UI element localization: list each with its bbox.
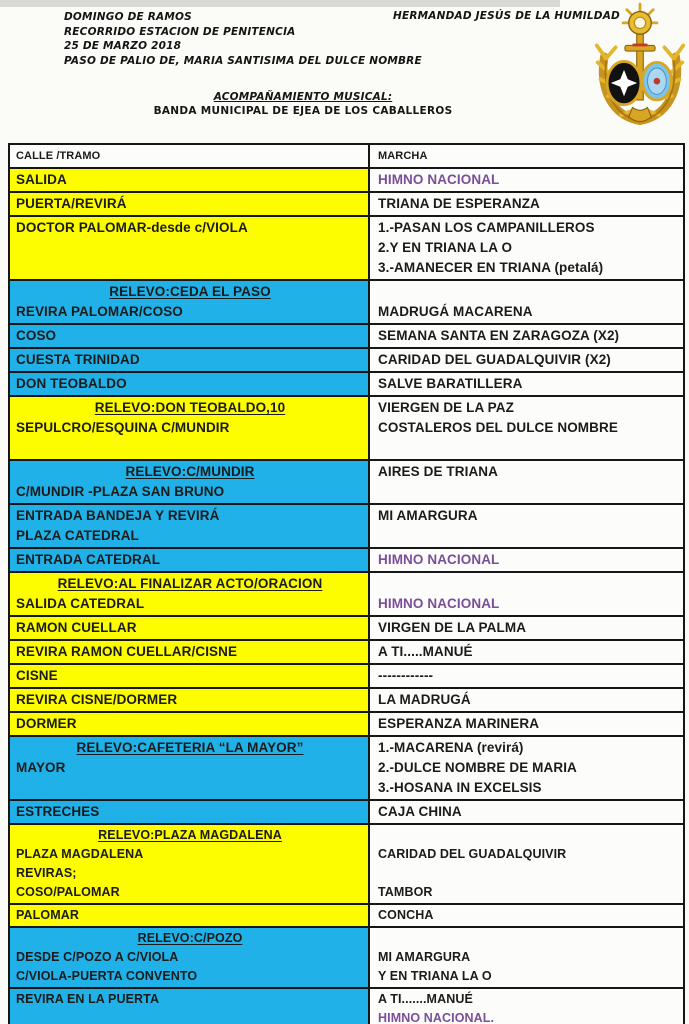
street-cell [10, 217, 370, 279]
street-name: CISNE [16, 668, 58, 683]
route-row [10, 617, 683, 641]
march-cell [370, 217, 683, 279]
street-name: SEPULCRO/ESQUINA C/MUNDIR [16, 420, 230, 435]
march-cell [370, 989, 683, 1024]
street-name: COSO/PALOMAR [16, 885, 120, 899]
street-cell [10, 825, 370, 903]
march-cell [370, 573, 683, 615]
march-name: HIMNO NACIONAL. [378, 1011, 495, 1024]
march-name: 1.-MACARENA (revirá) [378, 740, 524, 755]
march-cell [370, 689, 683, 711]
street-cell [10, 193, 370, 215]
header-info-block [64, 10, 422, 68]
street-cell [10, 737, 370, 799]
street-name [16, 438, 364, 458]
relevo-heading: RELEVO:CEDA EL PASO [109, 284, 271, 299]
street-name: MAYOR [16, 760, 66, 775]
relevo-heading: RELEVO:AL FINALIZAR ACTO/ORACION [57, 576, 323, 591]
route-row [10, 325, 683, 349]
street-name: REVIRA CISNE/DORMER [16, 692, 178, 707]
march-cell [370, 905, 683, 926]
street-name: DESDE C/POZO A C/VIOLA [16, 950, 179, 964]
brotherhood-crest-icon [593, 2, 687, 134]
march-name: 3.-AMANECER EN TRIANA (petalá) [378, 260, 604, 275]
street-name: REVIRA EN LA PUERTA [16, 992, 160, 1006]
march-name: VIERGEN DE LA PAZ [378, 400, 514, 415]
route-row [10, 397, 683, 461]
street-cell [10, 573, 370, 615]
route-row [10, 928, 683, 989]
header-line-date: 25 DE MARZO 2018 [64, 40, 182, 52]
march-cell [370, 397, 683, 459]
column-header-calle-tramo [10, 145, 370, 167]
march-name: SALVE BARATILLERA [378, 376, 523, 391]
march-name: A TI.......MANUÉ [378, 992, 473, 1006]
march-cell [370, 169, 683, 191]
street-name: COSO [16, 328, 57, 343]
street-name [16, 258, 364, 278]
route-row [10, 713, 683, 737]
march-name: HIMNO NACIONAL [378, 596, 500, 611]
relevo-heading: RELEVO:C/POZO [137, 931, 243, 945]
street-cell [10, 801, 370, 823]
march-name [378, 282, 679, 302]
route-row [10, 801, 683, 825]
route-row [10, 641, 683, 665]
street-name: DOCTOR PALOMAR-desde c/VIOLA [16, 220, 248, 235]
march-name: 1.-PASAN LOS CAMPANILLEROS [378, 220, 595, 235]
march-name: CONCHA [378, 908, 434, 922]
march-name: CAJA CHINA [378, 804, 462, 819]
column-header-marcha [370, 145, 683, 167]
street-name: C/VIOLA-PUERTA CONVENTO [16, 969, 198, 983]
street-name [16, 238, 364, 258]
street-name: PLAZA MAGDALENA [16, 847, 144, 861]
column-header-label: CALLE /TRAMO [16, 150, 101, 162]
march-cell [370, 928, 683, 987]
musical-accompaniment [0, 91, 606, 117]
street-cell [10, 397, 370, 459]
march-name: HIMNO NACIONAL [378, 172, 500, 187]
march-name: 2.Y EN TRIANA LA O [378, 240, 513, 255]
march-name [378, 929, 679, 948]
route-row [10, 217, 683, 281]
route-row [10, 825, 683, 905]
route-row [10, 169, 683, 193]
march-name: MI AMARGURA [378, 508, 478, 523]
street-name [16, 778, 364, 798]
street-cell [10, 325, 370, 347]
march-name: TAMBOR [378, 885, 433, 899]
march-name: TRIANA DE ESPERANZA [378, 196, 540, 211]
march-cell [370, 373, 683, 395]
march-cell [370, 193, 683, 215]
march-cell [370, 505, 683, 547]
street-name: ENTRADA BANDEJA Y REVIRÁ [16, 508, 220, 523]
route-row [10, 573, 683, 617]
march-cell [370, 325, 683, 347]
street-name: ESTRECHES [16, 804, 100, 819]
brotherhood-title: HERMANDAD JESÚS DE LA HUMILDAD [393, 10, 620, 22]
route-row [10, 689, 683, 713]
route-row [10, 665, 683, 689]
march-name: ESPERANZA MARINERA [378, 716, 540, 731]
march-cell [370, 549, 683, 571]
march-name: 3.-HOSANA IN EXCELSIS [378, 780, 542, 795]
street-name: PLAZA CATEDRAL [16, 528, 139, 543]
route-row [10, 737, 683, 801]
header-line-paso: PASO DE PALIO DE, MARIA SANTISIMA DEL DULCE NOMBRE [64, 54, 422, 67]
table-body [10, 169, 683, 1024]
document-header [0, 0, 689, 140]
street-cell [10, 281, 370, 323]
march-cell [370, 617, 683, 639]
march-name [378, 438, 679, 458]
street-name: REVIRA RAMON CUELLAR/CISNE [16, 644, 238, 659]
header-line-recorrido: RECORRIDO ESTACION DE PENITENCIA [64, 25, 296, 38]
march-cell [370, 641, 683, 663]
march-name: 2.-DULCE NOMBRE DE MARIA [378, 760, 577, 775]
street-name: SALIDA [16, 172, 67, 187]
column-header-label: MARCHA [378, 150, 428, 162]
route-row [10, 281, 683, 325]
route-row [10, 193, 683, 217]
street-name: DORMER [16, 716, 77, 731]
march-name: CARIDAD DEL GUADALQUIVIR [378, 847, 567, 861]
march-name: VIRGEN DE LA PALMA [378, 620, 527, 635]
street-cell [10, 505, 370, 547]
march-name: ------------ [378, 668, 434, 683]
march-name: MADRUGÁ MACARENA [378, 304, 533, 319]
relevo-heading: RELEVO:C/MUNDIR [125, 464, 255, 479]
route-row [10, 989, 683, 1024]
street-name: RAMON CUELLAR [16, 620, 137, 635]
march-name: COSTALEROS DEL DULCE NOMBRE [378, 420, 618, 435]
march-name: HIMNO NACIONAL [378, 552, 500, 567]
march-name [378, 526, 679, 546]
street-cell [10, 169, 370, 191]
march-name: AIRES DE TRIANA [378, 464, 499, 479]
street-cell [10, 713, 370, 735]
street-cell [10, 617, 370, 639]
street-cell [10, 928, 370, 987]
march-name: MI AMARGURA [378, 950, 471, 964]
march-name: A TI.....MANUÉ [378, 644, 473, 659]
route-row [10, 373, 683, 397]
route-row [10, 905, 683, 928]
march-name [378, 574, 679, 594]
route-row [10, 349, 683, 373]
header-line-day: DOMINGO DE RAMOS [64, 11, 192, 23]
march-cell [370, 825, 683, 903]
street-cell [10, 373, 370, 395]
street-cell [10, 641, 370, 663]
relevo-heading: RELEVO:PLAZA MAGDALENA [98, 828, 282, 842]
march-name [378, 826, 679, 845]
street-cell [10, 549, 370, 571]
street-cell [10, 989, 370, 1024]
table-header-row [10, 145, 683, 169]
street-cell [10, 665, 370, 687]
relevo-heading: RELEVO:CAFETERIA “LA MAYOR” [76, 740, 304, 755]
street-cell [10, 905, 370, 926]
street-cell [10, 349, 370, 371]
march-name: Y EN TRIANA LA O [378, 969, 492, 983]
march-cell [370, 349, 683, 371]
route-row [10, 549, 683, 573]
march-name: LA MADRUGÁ [378, 692, 471, 707]
street-name: ENTRADA CATEDRAL [16, 552, 161, 567]
march-name: CARIDAD DEL GUADALQUIVIR (X2) [378, 352, 611, 367]
street-name: CUESTA TRINIDAD [16, 352, 140, 367]
relevo-heading: RELEVO:DON TEOBALDO,10 [94, 400, 286, 415]
street-name: REVIRAS; [16, 866, 77, 880]
march-cell [370, 737, 683, 799]
street-cell [10, 689, 370, 711]
march-cell [370, 665, 683, 687]
street-name: PUERTA/REVIRÁ [16, 196, 127, 211]
band-name: BANDA MUNICIPAL DE EJEA DE LOS CABALLEROS [153, 105, 453, 117]
march-name [378, 482, 679, 502]
street-cell [10, 461, 370, 503]
march-cell [370, 713, 683, 735]
street-name [16, 1009, 364, 1024]
route-row [10, 461, 683, 505]
street-name: C/MUNDIR -PLAZA SAN BRUNO [16, 484, 225, 499]
march-cell [370, 801, 683, 823]
march-name: SEMANA SANTA EN ZARAGOZA (X2) [378, 328, 620, 343]
march-cell [370, 281, 683, 323]
street-name: PALOMAR [16, 908, 79, 922]
street-name: DON TEOBALDO [16, 376, 127, 391]
street-name: SALIDA CATEDRAL [16, 596, 145, 611]
route-row [10, 505, 683, 549]
march-name [378, 864, 679, 883]
march-cell [370, 461, 683, 503]
route-table [8, 143, 685, 1024]
musical-accompaniment-label: ACOMPAÑAMIENTO MUSICAL: [213, 91, 393, 103]
street-name: REVIRA PALOMAR/COSO [16, 304, 183, 319]
